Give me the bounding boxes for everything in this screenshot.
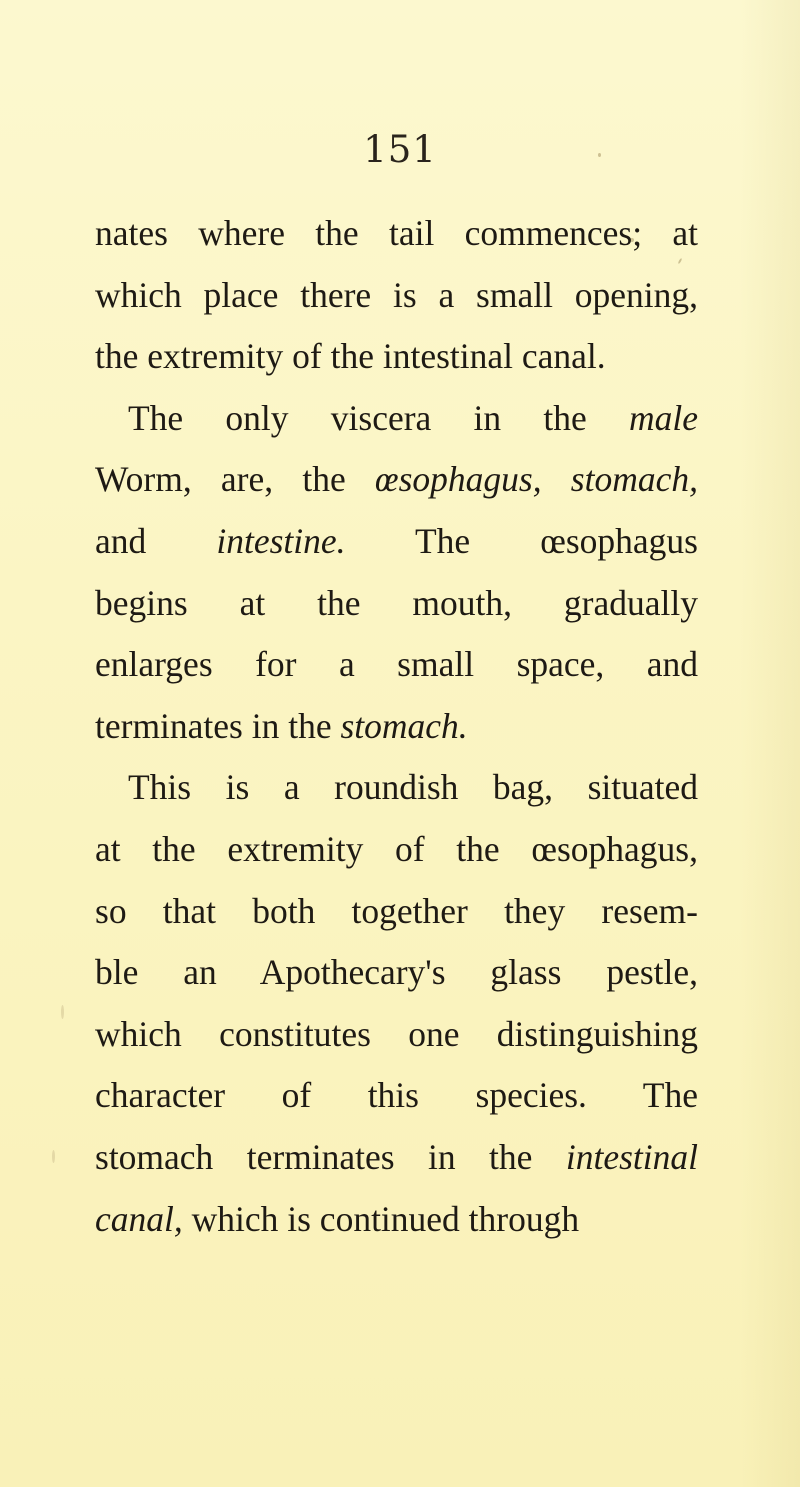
- paper-speck: [52, 1150, 55, 1163]
- body-text: [95, 203, 698, 1250]
- italic-text: œsophagus, stomach,: [374, 459, 698, 500]
- text-line: [95, 1065, 698, 1127]
- text-line: [95, 573, 698, 635]
- text-line: [95, 1127, 698, 1189]
- italic-text: intestine.: [216, 520, 346, 561]
- text-run: begins at the mouth, gradually: [95, 582, 698, 623]
- text-run: This is a roundish bag, situated: [128, 767, 698, 808]
- page-edge-shadow: [740, 0, 800, 1487]
- text-run: stomach terminates in the: [95, 1136, 566, 1177]
- text-run: nates where the tail commences; at: [95, 213, 698, 253]
- text-line: [95, 326, 698, 388]
- text-line: [95, 819, 698, 881]
- text-line: [95, 511, 698, 573]
- text-line: [95, 634, 698, 696]
- text-run: and: [95, 520, 217, 561]
- text-line: [95, 696, 698, 758]
- italic-text: male: [628, 397, 698, 438]
- paper-speck: [61, 1005, 64, 1019]
- text-line: [95, 1189, 698, 1251]
- text-run: The only viscera in the: [128, 397, 629, 438]
- text-line: [95, 203, 698, 265]
- text-line: [95, 1004, 698, 1066]
- text-line: [95, 881, 698, 943]
- text-run: so that both together they resem-: [95, 890, 698, 931]
- italic-text: stomach.: [340, 705, 468, 746]
- text-run: Worm, are, the: [95, 459, 375, 500]
- text-line: [95, 757, 698, 819]
- text-line: [95, 942, 698, 1004]
- text-run: ble an Apothecary's glass pestle,: [95, 952, 698, 993]
- italic-text: intestinal: [565, 1136, 698, 1177]
- text-run: enlarges for a small space, and: [95, 644, 698, 685]
- text-run: character of this species. The: [95, 1075, 698, 1116]
- text-line: [95, 388, 698, 450]
- text-run: which constitutes one distinguishing: [95, 1013, 698, 1054]
- text-run: at the extremity of the œsophagus,: [95, 828, 698, 869]
- text-run: the extremity of the intestinal canal.: [95, 336, 606, 377]
- text-line: [95, 449, 698, 511]
- text-line: [95, 265, 698, 327]
- text-run: The œsophagus: [345, 520, 698, 561]
- italic-text: canal,: [95, 1198, 183, 1239]
- text-run: which place there is a small opening,: [95, 274, 698, 315]
- text-run: terminates in the: [95, 705, 341, 746]
- page-number: 151: [363, 128, 437, 171]
- text-run: which is continued through: [182, 1198, 580, 1239]
